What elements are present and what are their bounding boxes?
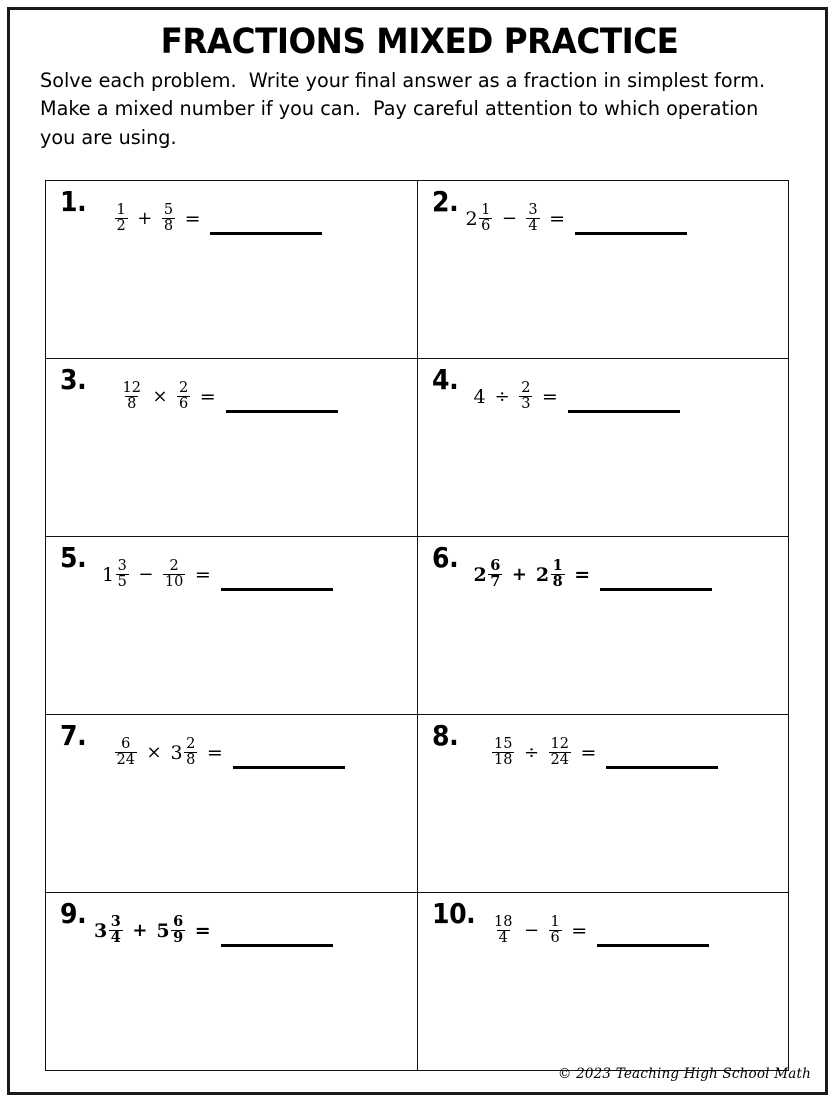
fraction-denominator: 24 [550, 752, 569, 769]
problem-expression [474, 559, 713, 590]
problem-expression [474, 381, 680, 412]
fraction-denominator: 8 [163, 218, 174, 235]
problem-grid [45, 180, 789, 1071]
problem-cell-4[interactable] [417, 359, 789, 537]
whole-number-right: 2 [535, 563, 550, 586]
whole-number-left: 1 [102, 563, 115, 586]
fraction-numerator: 2 [179, 380, 189, 396]
fraction-denominator: 3 [521, 396, 531, 413]
problem-expression [466, 203, 688, 234]
fraction-operand-left [492, 915, 514, 946]
fraction-numerator: 2 [169, 558, 179, 574]
fraction-numerator: 15 [494, 736, 513, 752]
copyright-credit: © 2023 Teaching High School Math [557, 1066, 811, 1082]
problem-number: 9. [60, 897, 87, 930]
problem-expression [94, 915, 333, 946]
fraction-numerator: 2 [186, 736, 196, 752]
equals-sign: = [199, 385, 216, 408]
table-row [46, 893, 789, 1071]
whole-number-left: 2 [473, 563, 487, 586]
problem-expression [120, 381, 338, 412]
fraction-numerator: 1 [116, 202, 126, 218]
operator-symbol: + [132, 920, 148, 942]
fraction-numerator: 6 [173, 913, 184, 930]
fraction-operand-left [115, 203, 128, 234]
problem-cell-1[interactable] [46, 181, 418, 359]
fraction-operand-left [116, 559, 129, 590]
equals-sign: = [194, 919, 211, 942]
operator-symbol: − [501, 208, 517, 230]
problem-10 [418, 893, 789, 1070]
whole-number-right: 5 [156, 919, 170, 942]
answer-blank[interactable] [221, 588, 333, 591]
equals-sign: = [194, 563, 211, 586]
problem-cell-8[interactable] [417, 715, 789, 893]
problem-cell-9[interactable] [46, 893, 418, 1071]
problem-cell-5[interactable] [46, 537, 418, 715]
fraction-denominator: 4 [498, 930, 508, 947]
whole-number-left: 4 [473, 385, 486, 408]
whole-number-right: 3 [170, 741, 183, 764]
table-row [46, 537, 789, 715]
problem-number: 10. [431, 897, 475, 930]
problem-number: 1. [60, 185, 87, 218]
problem-number: 2. [431, 185, 458, 218]
fraction-denominator: 5 [117, 574, 127, 591]
fraction-numerator: 1 [552, 557, 563, 574]
fraction-numerator: 18 [494, 914, 513, 930]
whole-number-left: 2 [465, 207, 478, 230]
table-row [46, 359, 789, 537]
problem-number: 5. [60, 541, 87, 574]
problem-9 [46, 893, 417, 1070]
operator-symbol: × [146, 742, 162, 764]
answer-blank[interactable] [575, 232, 687, 235]
operator-symbol: + [511, 564, 527, 586]
answer-blank[interactable] [597, 944, 709, 947]
equals-sign: = [571, 919, 588, 942]
fraction-numerator: 6 [121, 736, 131, 752]
fraction-operand-left [121, 381, 143, 412]
operator-symbol: − [138, 564, 154, 586]
fraction-operand-right [171, 915, 185, 946]
fraction-denominator: 7 [490, 573, 501, 591]
fraction-denominator: 10 [164, 574, 184, 591]
fraction-denominator: 8 [552, 573, 563, 591]
problem-4 [418, 359, 789, 536]
answer-blank[interactable] [210, 232, 322, 235]
fraction-operand-right [519, 381, 532, 412]
equals-sign: = [206, 741, 223, 764]
equals-sign: = [184, 207, 201, 230]
problem-cell-7[interactable] [46, 715, 418, 893]
worksheet-page [7, 7, 828, 1095]
fraction-operand-right [184, 737, 197, 768]
operator-symbol: × [152, 386, 168, 408]
table-row [46, 715, 789, 893]
fraction-operand-right [526, 203, 539, 234]
problem-6 [418, 537, 789, 714]
operator-symbol: ÷ [523, 742, 540, 764]
problem-number: 6. [431, 541, 458, 574]
problem-cell-2[interactable] [417, 181, 789, 359]
fraction-denominator: 6 [179, 396, 189, 413]
fraction-denominator: 6 [550, 930, 560, 947]
problem-3 [46, 359, 417, 536]
fraction-denominator: 6 [481, 218, 491, 235]
problem-8 [418, 715, 789, 892]
equals-sign: = [580, 741, 597, 764]
fraction-denominator: 4 [528, 218, 538, 235]
answer-blank[interactable] [226, 410, 338, 413]
fraction-numerator: 12 [550, 736, 569, 752]
problem-cell-6[interactable] [417, 537, 789, 715]
answer-blank[interactable] [221, 944, 333, 947]
fraction-operand-left [488, 559, 502, 590]
problem-expression [492, 737, 719, 768]
answer-blank[interactable] [606, 766, 718, 769]
fraction-operand-right [551, 559, 565, 590]
fraction-numerator: 3 [117, 558, 127, 574]
problem-grid-body [46, 181, 789, 1071]
fraction-operand-left [115, 737, 137, 768]
problem-number: 8. [431, 719, 458, 752]
problem-expression [114, 737, 345, 768]
equals-sign: = [574, 563, 591, 586]
fraction-operand-left [492, 737, 514, 768]
fraction-denominator: 8 [186, 752, 196, 769]
equals-sign: = [541, 385, 558, 408]
fraction-numerator: 12 [122, 380, 141, 396]
problem-number: 4. [431, 363, 458, 396]
problem-5 [46, 537, 417, 714]
problem-number: 3. [60, 363, 87, 396]
page-title: FRACTIONS MIXED PRACTICE [160, 22, 679, 62]
fraction-numerator: 3 [110, 913, 121, 930]
instructions-text: Solve each problem. Write your final answer as a fraction in simplest form. Make a mixed number if you can. Pay careful attention to which operation you are using. [40, 68, 778, 150]
fraction-numerator: 5 [163, 202, 174, 218]
answer-blank[interactable] [600, 588, 712, 591]
problem-2 [418, 181, 789, 358]
table-row [46, 181, 789, 359]
fraction-denominator: 9 [173, 929, 184, 947]
problem-expression [102, 559, 333, 590]
fraction-numerator: 1 [550, 914, 560, 930]
fraction-numerator: 6 [490, 557, 501, 574]
fraction-operand-right [162, 203, 175, 234]
operator-symbol: ÷ [494, 386, 510, 408]
fraction-operand-right [549, 915, 562, 946]
answer-blank[interactable] [233, 766, 345, 769]
problem-7 [46, 715, 417, 892]
fraction-denominator: 2 [116, 218, 126, 235]
fraction-denominator: 18 [494, 752, 513, 769]
fraction-operand-left [479, 203, 492, 234]
fraction-operand-right [549, 737, 571, 768]
fraction-numerator: 1 [481, 202, 491, 218]
operator-symbol: − [523, 920, 540, 942]
fraction-numerator: 2 [521, 380, 531, 396]
fraction-operand-right [177, 381, 190, 412]
problem-cell-3[interactable] [46, 359, 418, 537]
answer-blank[interactable] [568, 410, 680, 413]
problem-1 [46, 181, 417, 358]
problem-expression [492, 915, 710, 946]
operator-symbol: + [137, 208, 153, 230]
problem-expression [114, 203, 322, 234]
fraction-denominator: 24 [116, 752, 135, 769]
fraction-operand-right [163, 559, 185, 590]
fraction-denominator: 8 [127, 396, 137, 413]
worksheet-header [10, 10, 825, 153]
problem-cell-10[interactable] [417, 893, 789, 1071]
fraction-denominator: 4 [110, 929, 121, 947]
problem-number: 7. [60, 719, 87, 752]
equals-sign: = [549, 207, 566, 230]
whole-number-left: 3 [94, 919, 108, 942]
fraction-numerator: 3 [528, 202, 538, 218]
fraction-operand-left [109, 915, 123, 946]
